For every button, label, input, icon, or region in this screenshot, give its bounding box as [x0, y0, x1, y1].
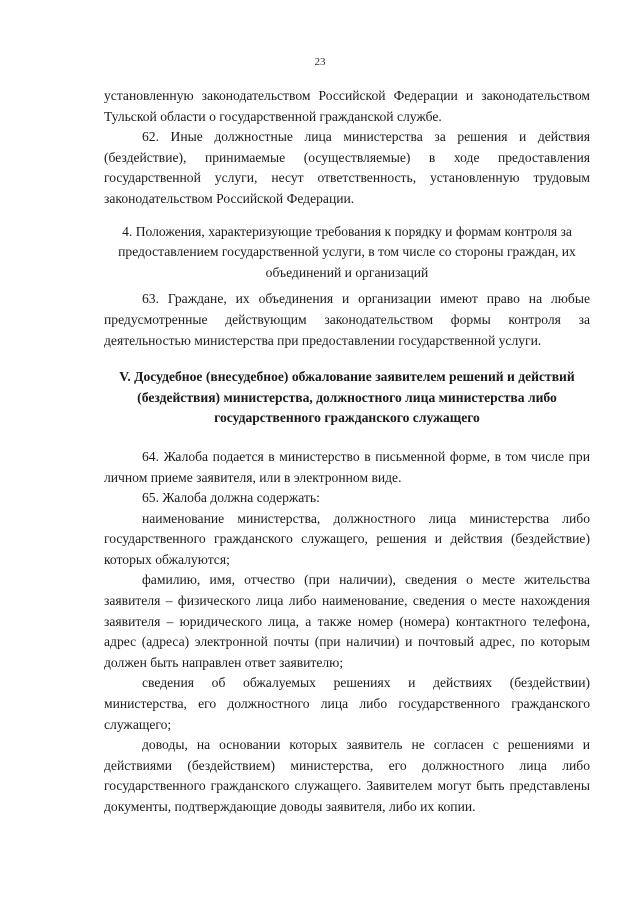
paragraph-63: 63. Граждане, их объединения и организации имеют право на любые предусмотренные действующим законодательством формы контроля за деятельностью министерства при предоставлении государственной услуги. — [104, 291, 590, 348]
list-item-2: фамилию, имя, отчество (при наличии), сведения о месте жительства заявителя – физического лица либо наименование, сведения о месте нахождения заявителя – юридического лица, а также номер (номера) контактного телефона, адрес (адреса) электронной почты (при наличии) и почтовый адрес, по которым должен быть направлен ответ заявителю; — [104, 572, 590, 670]
list-item-4: доводы, на основании которых заявитель не согласен с решениями и действиями (бездействием) министерства, его должностного лица либо государственного гражданского служащего. Заявителем могут быть представлены документы, подтверждающие доводы заявителя, либо их копии. — [104, 737, 590, 814]
list-item-3: сведения об обжалуемых решениях и действиях (бездействии) министерства, его должностного лица либо государственного гражданского служащего; — [104, 675, 590, 732]
page-number: 23 — [314, 56, 326, 68]
paragraph-64: 64. Жалоба подается в министерство в письменной форме, в том числе при личном приеме заявителя, или в электронном виде. — [104, 448, 590, 485]
paragraph-continuation: установленную законодательством Российской Федерации и законодательством Тульской области о государственной гражданской службе. — [104, 88, 590, 124]
paragraph-62: 62. Иные должностные лица министерства за решения и действия (бездействие), принимаемые (осуществляемые) в ходе предоставления государственной услуги, несут ответственность, установленную трудовым законодательством Российской Федерации. — [104, 129, 590, 206]
section-4-heading: 4. Положения, характеризующие требования к порядку и формам контроля за предоставлением государственной услуги, в том числе со стороны граждан, их объединений и организаций — [118, 223, 576, 280]
paragraph-65: 65. Жалоба должна содержать: — [142, 490, 320, 506]
section-5-heading: V. Досудебное (внесудебное) обжалование заявителем решений и действий (бездействия) министерства, должностного лица министерства либо государственного гражданского служащего — [119, 369, 575, 426]
document-body — [104, 86, 590, 818]
list-item-1: наименование министерства, должностного лица министерства либо государственного гражданского служащего, решения и действия (бездействие) которых обжалуются; — [104, 510, 590, 567]
